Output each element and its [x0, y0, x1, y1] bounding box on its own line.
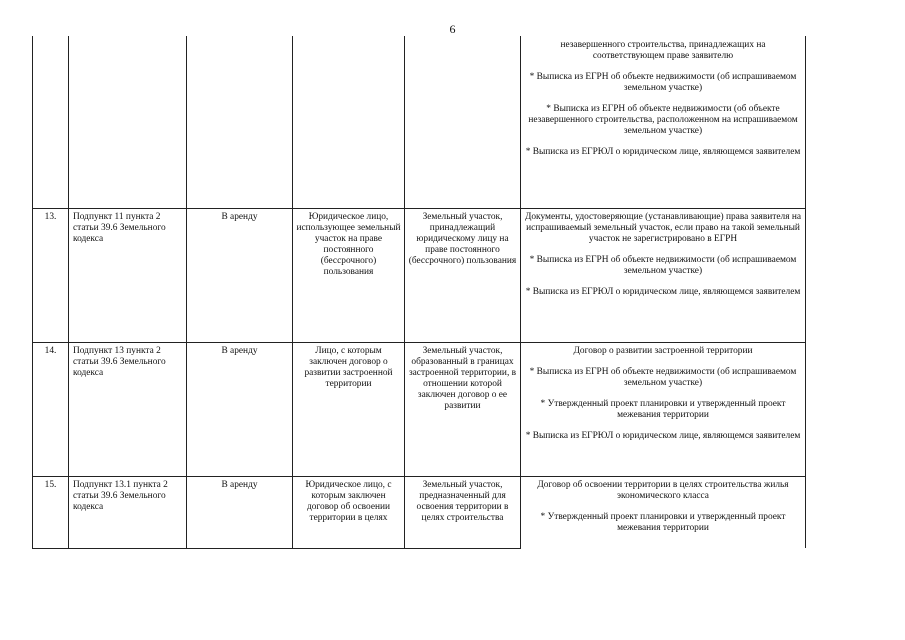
- row-number-cell: [33, 36, 69, 208]
- table-row-continuation: [33, 36, 806, 208]
- legal-basis-cell: Подпункт 11 пункта 2 статьи 39.6 Земельного кодекса: [69, 208, 187, 342]
- land-plot-cell: Земельный участок, образованный в границах застроенной территории, в отношении которой заключен договор о ее развитии: [405, 342, 521, 476]
- row-number-cell: 15.: [33, 476, 69, 548]
- document-item: * Утвержденный проект планировки и утвержденный проект межевания территории: [540, 511, 786, 533]
- document-item: * Выписка из ЕГРН об объекте недвижимости (об испрашиваемом земельном участке): [529, 366, 797, 388]
- lease-type-cell: [187, 36, 293, 208]
- land-plot-cell: Земельный участок, предназначенный для освоения территории в целях строительства: [405, 476, 521, 548]
- documents-cell: [521, 342, 806, 476]
- table-row: [33, 342, 806, 476]
- lease-type-cell: В аренду: [187, 342, 293, 476]
- table-row: [33, 476, 806, 548]
- document-item: Договор об освоении территории в целях строительства жилья экономического класса: [537, 479, 789, 501]
- document-item: * Выписка из ЕГРЮЛ о юридическом лице, являющемся заявителем: [525, 286, 801, 297]
- lease-type-cell: В аренду: [187, 476, 293, 548]
- page-number: 6: [449, 22, 456, 36]
- applicant-cell: Юридическое лицо, с которым заключен договор об освоении территории в целях: [293, 476, 405, 548]
- document-item: * Выписка из ЕГРЮЛ о юридическом лице, являющемся заявителем: [525, 147, 801, 157]
- document-item: Документы, удостоверяющие (устанавливающие) права заявителя на испрашиваемый земельный участок, если право на такой земельный участок не зарегистрировано в ЕГРН: [524, 211, 802, 244]
- document-item: * Выписка из ЕГРЮЛ о юридическом лице, являющемся заявителем: [525, 430, 801, 441]
- documents-cell: [521, 36, 806, 208]
- land-plot-cell: [405, 36, 521, 208]
- row-number-cell: 13.: [33, 208, 69, 342]
- documents-cell: [521, 476, 806, 548]
- document-item: * Утвержденный проект планировки и утвержденный проект межевания территории: [540, 398, 786, 420]
- document-item: незавершенного строительства, принадлежащих на соответствующем праве заявителю: [560, 40, 766, 61]
- services-table: [32, 36, 806, 549]
- applicant-cell: Юридическое лицо, использующее земельный участок на праве постоянного (бессрочного) пользования: [293, 208, 405, 342]
- lease-type-cell: В аренду: [187, 208, 293, 342]
- document-item: Договор о развитии застроенной территории: [573, 345, 753, 356]
- land-plot-cell: Земельный участок, принадлежащий юридическому лицу на праве постоянного (бессрочного) пользования: [405, 208, 521, 342]
- document-item: * Выписка из ЕГРН об объекте недвижимости (об объекте незавершенного строительства, расположенном на испрашиваемом земельном участке): [528, 104, 798, 136]
- row-number-cell: 14.: [33, 342, 69, 476]
- documents-cell: [521, 208, 806, 342]
- applicant-cell: Лицо, с которым заключен договор о развитии застроенной территории: [293, 342, 405, 476]
- legal-basis-cell: Подпункт 13 пункта 2 статьи 39.6 Земельного кодекса: [69, 342, 187, 476]
- legal-basis-cell: Подпункт 13.1 пункта 2 статьи 39.6 Земельного кодекса: [69, 476, 187, 548]
- legal-basis-cell: [69, 36, 187, 208]
- document-item: * Выписка из ЕГРН об объекте недвижимости (об испрашиваемом земельном участке): [529, 254, 797, 276]
- table-row: [33, 208, 806, 342]
- document-item: * Выписка из ЕГРН об объекте недвижимости (об испрашиваемом земельном участке): [529, 72, 797, 93]
- applicant-cell: [293, 36, 405, 208]
